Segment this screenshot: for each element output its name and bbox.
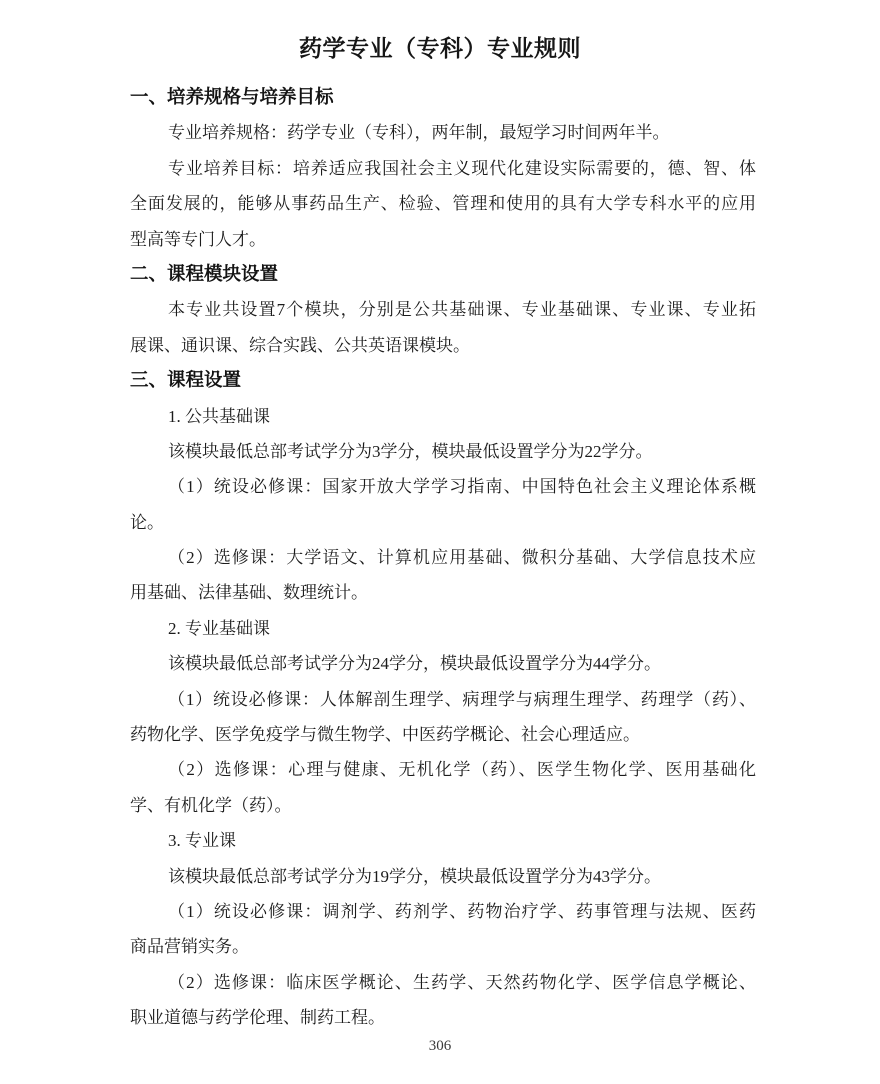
text-line: 商品营销实务。 <box>130 937 249 957</box>
text-line: （2）选修课：心理与健康、无机化学（药）、医学生物化学、医用基础化 <box>168 760 756 780</box>
text-line: （2）选修课：大学语文、计算机应用基础、微积分基础、大学信息技术应 <box>168 548 756 568</box>
section-heading-1: 一、培养规格与培养目标 <box>130 87 334 108</box>
document-body <box>130 80 756 1036</box>
text-line: （1）统设必修课：人体解剖生理学、病理学与病理生理学、药理学（药）、 <box>168 689 756 709</box>
text-line: （1）统设必修课：调剂学、药剂学、药物治疗学、药事管理与法规、医药 <box>168 901 756 921</box>
text-line: 专业培养目标：培养适应我国社会主义现代化建设实际需要的，德、智、体 <box>168 158 756 178</box>
text-line: 用基础、法律基础、数理统计。 <box>130 583 368 603</box>
text-line: 该模块最低总部考试学分为19学分，模块最低设置学分为43学分。 <box>168 866 661 886</box>
list-item-2-title: 2. 专业基础课 <box>168 618 270 638</box>
text-line: 论。 <box>130 512 164 532</box>
document-title: 药学专业（专科）专业规则 <box>299 36 581 62</box>
page-number: 306 <box>428 1038 452 1054</box>
text-line: （1）统设必修课：国家开放大学学习指南、中国特色社会主义理论体系概 <box>168 477 756 497</box>
text-line: 学、有机化学（药）。 <box>130 795 292 815</box>
text-line: 专业培养规格：药学专业（专科），两年制，最短学习时间两年半。 <box>168 123 670 143</box>
text-line: 本专业共设置7个模块，分别是公共基础课、专业基础课、专业课、专业拓 <box>168 300 756 320</box>
text-line: 药物化学、医学免疫学与微生物学、中医药学概论、社会心理适应。 <box>130 725 640 745</box>
section-heading-3: 三、课程设置 <box>130 370 242 392</box>
text-line: 该模块最低总部考试学分为3学分，模块最低设置学分为22学分。 <box>168 441 653 461</box>
text-line: 职业道德与药学伦理、制药工程。 <box>130 1008 385 1028</box>
list-item-3-title: 3. 专业课 <box>168 831 236 851</box>
text-line: 型高等专门人才。 <box>130 229 266 249</box>
text-line: 展课、通识课、综合实践、公共英语课模块。 <box>130 335 470 355</box>
section-heading-2: 二、课程模块设置 <box>130 263 279 285</box>
text-line: 该模块最低总部考试学分为24学分，模块最低设置学分为44学分。 <box>168 654 661 674</box>
text-line: （2）选修课：临床医学概论、生药学、天然药物化学、医学信息学概论、 <box>168 972 756 992</box>
text-line: 全面发展的，能够从事药品生产、检验、管理和使用的具有大学专科水平的应用 <box>130 194 756 214</box>
list-item-1-title: 1. 公共基础课 <box>168 406 270 426</box>
